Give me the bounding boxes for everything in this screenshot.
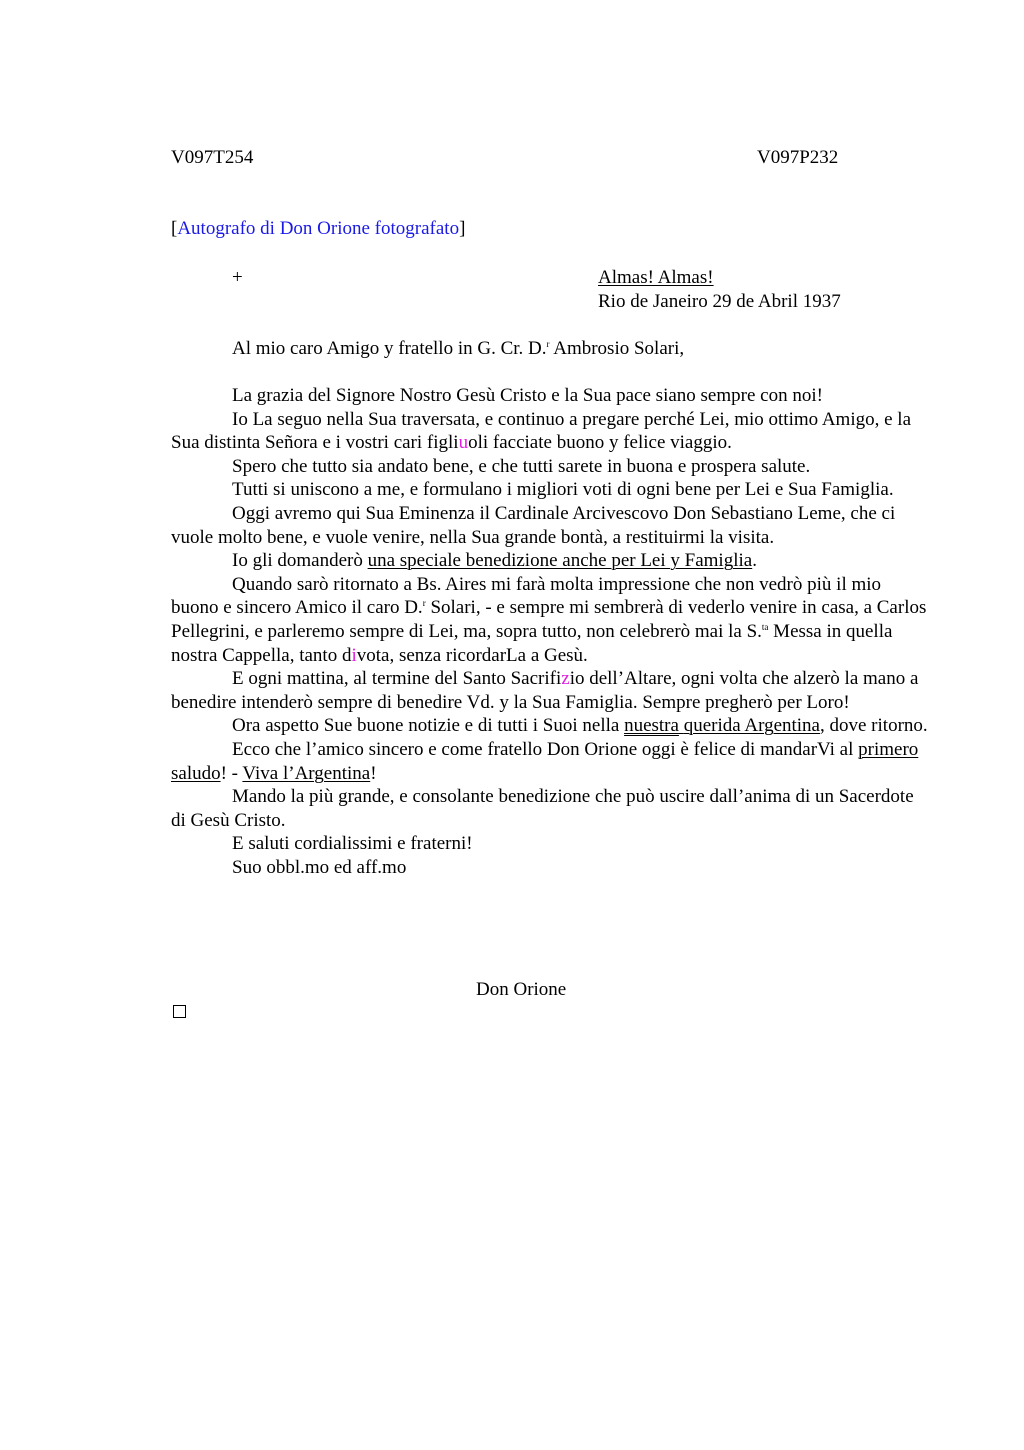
place-date: Rio de Janeiro 29 de Abril 1937	[598, 290, 841, 312]
correction-mark: u	[458, 432, 469, 454]
underlined-phrase: Viva l’Argentina	[242, 762, 371, 784]
paragraph-11: Mando la più grande, e consolante benedizione che può uscire dall’anima di un Sacerdote di Gesù Cristo.	[171, 786, 914, 831]
paragraph-3: Spero che tutto sia andato bene, e che tutti sarete in buona e prospera salute.	[232, 455, 811, 477]
correction-mark: z	[561, 668, 570, 690]
correction-mark: i	[351, 644, 357, 666]
paragraph-12: E saluti cordialissimi e fraterni!	[232, 833, 473, 855]
paragraph-5: Oggi avremo qui Sua Eminenza il Cardinale Arcivescovo Don Sebastiano Leme, che ci vuole molto bene, e vuole venire, nella Sua grande bontà, a restituirmi la visita.	[171, 502, 896, 548]
letter-heading	[598, 266, 841, 313]
paragraph-4: Tutti si uniscono a me, e formulano i migliori voti di ogni bene per Lei e Sua Famiglia.	[232, 479, 894, 501]
paragraph-9: Ora aspetto Sue buone notizie e di tutti i Suoi nella nuestra querida Argentina, dove ritorno.	[232, 715, 928, 737]
note-text: Autografo di Don Orione fotografato	[177, 218, 460, 239]
editorial-note	[171, 217, 465, 241]
paragraph-6: Io gli domanderò una speciale benedizione anche per Lei y Famiglia.	[232, 550, 757, 572]
paragraph-8: E ogni mattina, al termine del Santo Sacrifizio dell’Altare, ogni volta che alzerò la mano a benedire intenderò sempre di benedire Vd. y la Sua Famiglia. Sempre pregherò per Loro!	[171, 668, 919, 713]
underlined-phrase: querida Argentina	[683, 715, 820, 737]
paragraph-10: Ecco che l’amico sincero e come fratello Don Orione oggi è felice di mandarVi al primero saludo! - Viva l’Argentina!	[171, 738, 919, 784]
letter-body	[171, 384, 931, 879]
empty-square-icon	[173, 1005, 186, 1018]
note-open-bracket: [	[171, 218, 178, 239]
signature: Don Orione	[476, 979, 567, 1000]
paragraph-1: La grazia del Signore Nostro Gesù Cristo e la Sua pace siano sempre con noi!	[232, 385, 823, 406]
document-code-left: V097T254	[171, 147, 254, 168]
double-underlined-word: nuestra	[624, 715, 679, 737]
paragraph-7: Quando sarò ritornato a Bs. Aires mi farà molta impressione che non vedrò più il mio buono e sincero Amico il caro D.$^r$ Solari, - e sempre mi sembrerà di vederlo venire in casa, a Carlos Pellegrini, e parleremo sempre di Lei, ma, sopra tutto, non celebrerò mai la S.$^{ta}$ Messa in quella nostra Cappella, tanto divota, senza ricordarLa a Gesù.	[171, 573, 927, 666]
closing-formula: Suo obbl.mo ed aff.mo	[232, 856, 407, 878]
cross-mark: +	[232, 267, 243, 288]
paragraph-2: Io La seguo nella Sua traversata, e continuo a pregare perché Lei, mio ottimo Amigo, e la Sua distinta Señora e i vostri cari figliuoli facciate buono y felice viaggio.	[171, 408, 912, 454]
note-close-bracket: ]	[459, 218, 466, 239]
heading-exclamation: Almas! Almas!	[598, 267, 714, 288]
salutation: Al mio caro Amigo y fratello in G. Cr. D.$^r$ Ambrosio Solari,	[232, 338, 685, 359]
document-code-right: V097P232	[757, 147, 839, 168]
underlined-phrase: una speciale benedizione anche per Lei y Famiglia	[367, 550, 753, 572]
underlined-phrase: primero saludo	[171, 738, 919, 784]
